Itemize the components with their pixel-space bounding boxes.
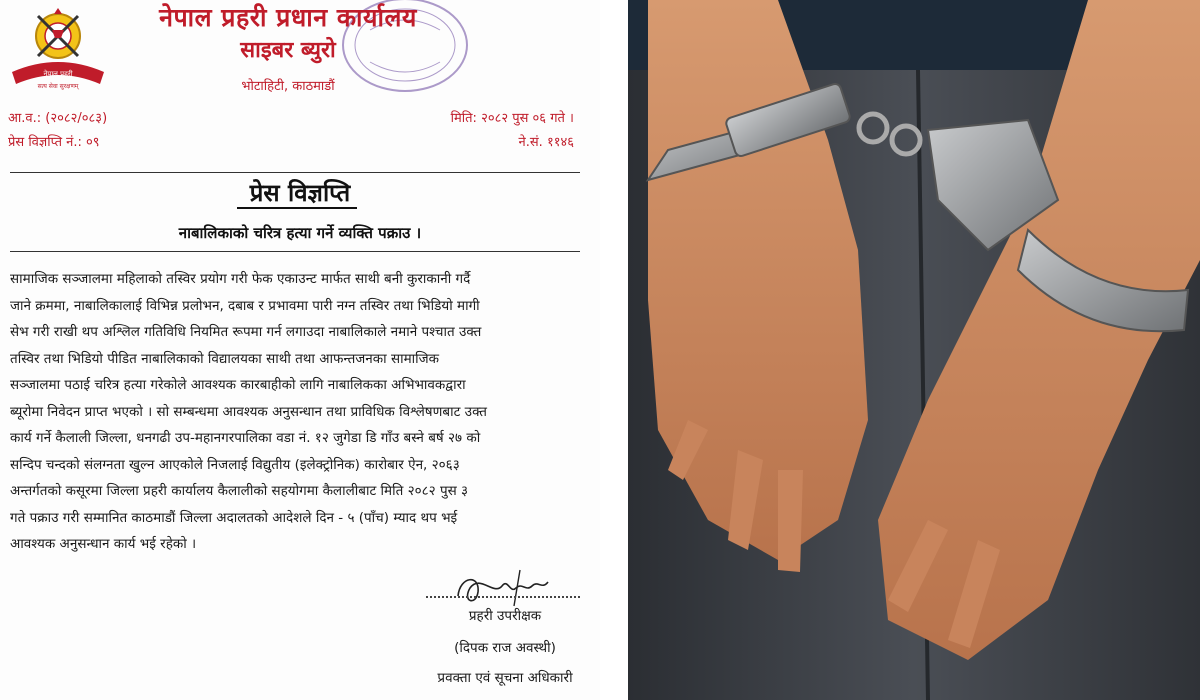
left-finger (778, 470, 803, 572)
title-underline (237, 207, 357, 209)
emblem-motto-text: सत्य सेवा सुरक्षणम् (37, 83, 79, 90)
nepal-police-emblem-icon (8, 2, 108, 90)
subject-line: नाबालिकाको चरित्र हत्या गर्ने व्यक्ति पक्राउ । (178, 224, 422, 242)
body-line: सञ्जालमा पठाई चरित्र हत्या गरेकोले आवश्यक कारबाहीको लागि नाबालिकका अभिभावकद्वारा (10, 377, 466, 393)
body-line: ब्यूरोमा निवेदन प्राप्त भएको । सो सम्बन्धमा आवश्यक अनुसन्धान तथा प्राविधिक विश्लेषणबाट उक्त (10, 403, 488, 420)
handcuffed-hands-illustration (628, 0, 1200, 700)
document-title: प्रेस विज्ञप्ति (249, 179, 351, 207)
signature-dotted-line (426, 596, 580, 598)
subject-divider (10, 251, 580, 252)
signatory-role: प्रवक्ता एवं सूचना अधिकारी (437, 670, 573, 686)
fiscal-year: आ.व.: (२०८२/०८३) (8, 111, 108, 126)
body-line: तस्विर तथा भिडियो पीडित नाबालिकाको विद्यालयका साथी तथा आफन्तजनका सामाजिक (10, 350, 440, 367)
release-date: मिति: २०८२ पुस ०६ गते । (450, 111, 574, 126)
bureau-name: साइबर ब्युरो (240, 38, 336, 63)
body-line: कार्य गर्ने कैलाली जिल्ला, धनगढी उप-महानगरपालिका वडा नं. १२ जुगेडा डि गाँउ बस्ने बर्ष २७ को (10, 430, 481, 446)
nepal-sambat-date: ने.सं. ११४६ (518, 135, 574, 150)
body-line: जाने क्रममा, नाबालिकालाई विभिन्न प्रलोभन, दबाब र प्रभावमा पारी नग्न तस्विर तथा भिडियो मागी (10, 297, 480, 314)
organization-name: नेपाल प्रहरी प्रधान कार्यालय (159, 3, 417, 32)
body-line: गते पक्राउ गरी सम्मानित काठमाडौं जिल्ला अदालतको आदेशले दिन - ५ (पाँच) म्याद थप भई (10, 509, 458, 526)
press-release-number: प्रेस विज्ञप्ति नं.: ०९ (8, 135, 100, 150)
body-line: आवश्यक अनुसन्धान कार्य भई रहेको । (10, 536, 197, 552)
header-divider (10, 172, 580, 173)
emblem-ribbon-text: नेपाल प्रहरी (43, 70, 73, 78)
handcuffed-hands-photo (628, 0, 1200, 700)
body-text (10, 266, 580, 558)
office-address: भोटाहिटी, काठमाडौं (241, 79, 335, 94)
signatory-rank: प्रहरी उपरीक्षक (468, 608, 542, 624)
body-line: सेभ गरी राखी थप अश्लिल गतिविधि नियमित रूपमा गर्न लगाउदा नाबालिकाले नमाने पश्चात उक्त (10, 324, 482, 340)
body-line: अन्तर्गतको कसूरमा जिल्ला प्रहरी कार्यालय कैलालीको सहयोगमा कैलालीबाट मिति २०८२ पुस ३ (10, 483, 469, 499)
body-line: सामाजिक सञ्जालमा महिलाको तस्विर प्रयोग गरी फेक एकाउन्ट मार्फत साथी बनी कुराकानी गर्दै (10, 271, 471, 287)
signatory-name: (दिपक राज अवस्थी) (454, 640, 556, 656)
body-line: सन्दिप चन्दको संलग्नता खुल्न आएकोले निजलाई विद्युतीय (इलेक्ट्रोनिक) कारोबार ऐन, २०६३ (10, 456, 460, 473)
